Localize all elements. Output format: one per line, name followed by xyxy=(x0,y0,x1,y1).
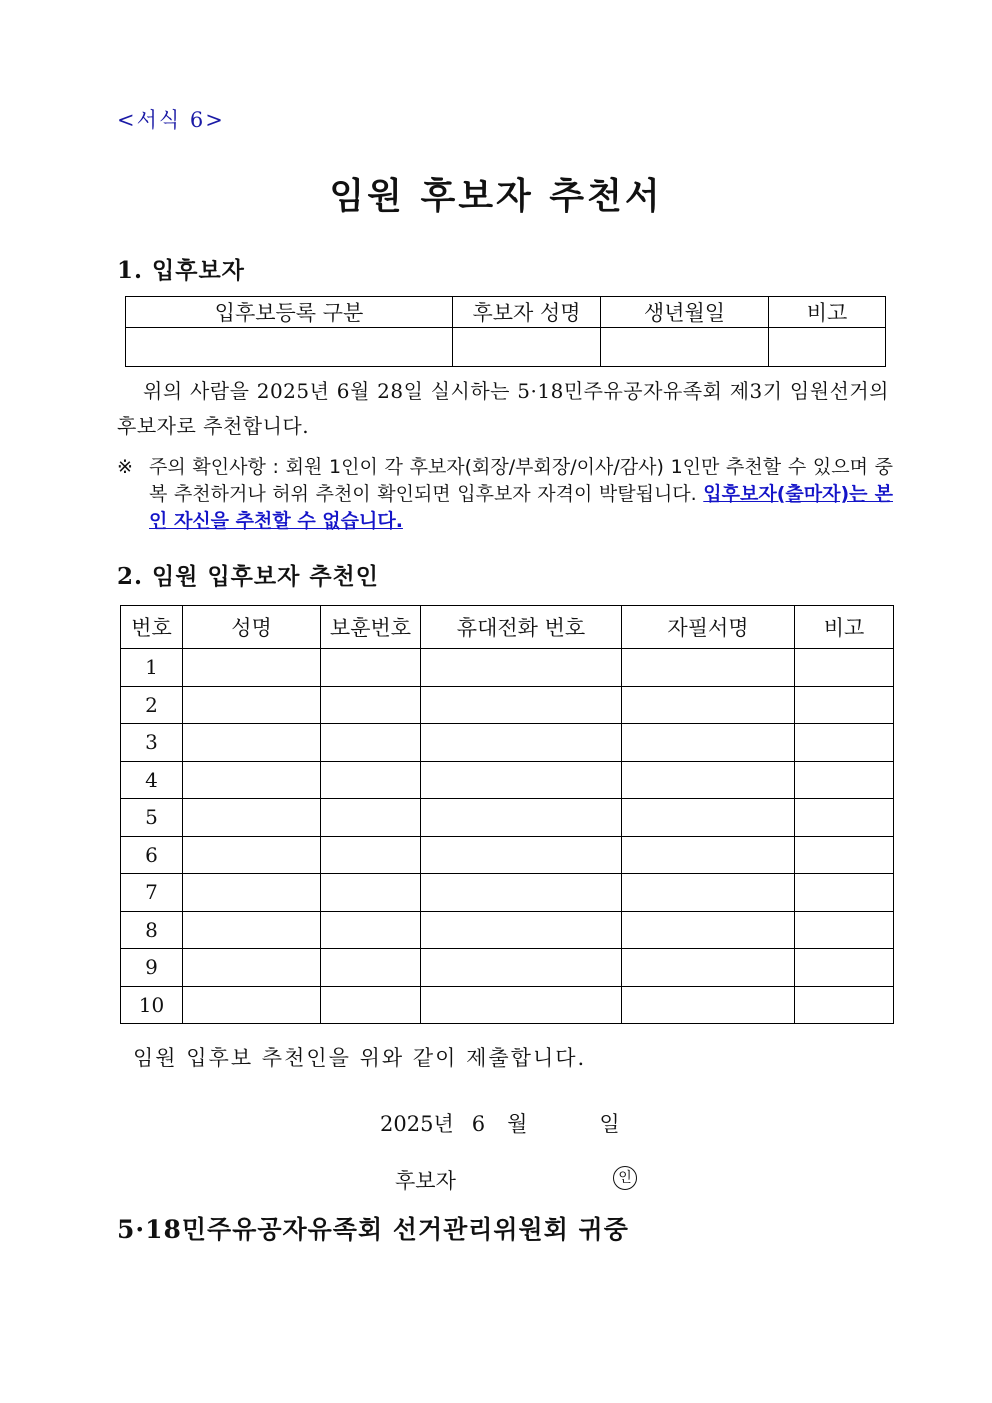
self-recommendation-warning: 입후보자(출마자)는 본인 자신을 추천할 수 없습니다. xyxy=(149,483,893,532)
section2-heading: 2. 임원 입후보자 추천인 xyxy=(117,563,379,590)
candidate-name-cell[interactable] xyxy=(453,328,601,367)
remarks-cell[interactable] xyxy=(795,799,894,837)
signature-cell[interactable] xyxy=(622,911,795,949)
name-cell[interactable] xyxy=(183,949,321,987)
mobile-phone-cell[interactable] xyxy=(421,836,622,874)
remarks-cell[interactable] xyxy=(769,328,886,367)
name-cell[interactable] xyxy=(183,686,321,724)
table-row xyxy=(121,686,894,724)
recommendation-statement: 위의 사람을 2025년 6월 28일 실시하는 5·18민주유공자유족회 제3기 임원선거의 후보자로 추천합니다. xyxy=(117,379,889,438)
candidate-entry-row xyxy=(126,328,886,367)
row-number: 9 xyxy=(121,949,183,987)
table-row xyxy=(121,874,894,912)
row-number: 5 xyxy=(121,799,183,837)
row-number: 6 xyxy=(121,836,183,874)
header-name: 성명 xyxy=(183,606,321,649)
row-number: 8 xyxy=(121,911,183,949)
name-cell[interactable] xyxy=(183,724,321,762)
table-row xyxy=(121,799,894,837)
caution-note-body xyxy=(149,454,893,535)
header-number: 번호 xyxy=(121,606,183,649)
table-row xyxy=(121,986,894,1024)
mobile-phone-cell[interactable] xyxy=(421,911,622,949)
signature-cell[interactable] xyxy=(622,986,795,1024)
submission-statement: 임원 입후보 추천인을 위와 같이 제출합니다. xyxy=(133,1046,587,1070)
candidate-signature-label: 후보자 xyxy=(395,1169,456,1193)
date-year: 2025년 xyxy=(380,1112,454,1136)
birth-date-cell[interactable] xyxy=(601,328,769,367)
mobile-phone-cell[interactable] xyxy=(421,986,622,1024)
registration-type-cell[interactable] xyxy=(126,328,453,367)
remarks-cell[interactable] xyxy=(795,986,894,1024)
seal-icon: 인 xyxy=(613,1166,637,1190)
signature-cell[interactable] xyxy=(622,686,795,724)
reference-mark-icon: ※ xyxy=(117,456,133,478)
addressee: 5·18민주유공자유족회 선거관리위원회 귀중 xyxy=(117,1215,629,1244)
name-cell[interactable] xyxy=(183,874,321,912)
signature-cell[interactable] xyxy=(622,799,795,837)
table-row xyxy=(121,836,894,874)
header-birth-date: 생년월일 xyxy=(601,297,769,328)
signature-cell[interactable] xyxy=(622,836,795,874)
name-cell[interactable] xyxy=(183,761,321,799)
veterans-number-cell[interactable] xyxy=(321,799,421,837)
header-remarks: 비고 xyxy=(769,297,886,328)
remarks-cell[interactable] xyxy=(795,761,894,799)
table-row xyxy=(121,911,894,949)
veterans-number-cell[interactable] xyxy=(321,761,421,799)
remarks-cell[interactable] xyxy=(795,724,894,762)
mobile-phone-cell[interactable] xyxy=(421,761,622,799)
remarks-cell[interactable] xyxy=(795,949,894,987)
name-cell[interactable] xyxy=(183,649,321,687)
veterans-number-cell[interactable] xyxy=(321,836,421,874)
table-row xyxy=(121,949,894,987)
remarks-cell[interactable] xyxy=(795,874,894,912)
date-day-unit: 일 xyxy=(599,1112,620,1136)
row-number: 2 xyxy=(121,686,183,724)
remarks-cell[interactable] xyxy=(795,649,894,687)
veterans-number-cell[interactable] xyxy=(321,686,421,724)
section1-heading: 1. 입후보자 xyxy=(117,257,245,284)
row-number: 7 xyxy=(121,874,183,912)
row-number: 1 xyxy=(121,649,183,687)
caution-note-text: 주의 확인사항 : 회원 1인이 각 후보자(회장/부회장/이사/감사) 1인만 추천할 수 있으며 중복 추천하거나 허위 추천이 확인되면 입후보자 자격이 박탈됩니다. xyxy=(149,456,893,505)
table-row xyxy=(121,761,894,799)
row-number: 4 xyxy=(121,761,183,799)
veterans-number-cell[interactable] xyxy=(321,724,421,762)
veterans-number-cell[interactable] xyxy=(321,949,421,987)
remarks-cell[interactable] xyxy=(795,836,894,874)
mobile-phone-cell[interactable] xyxy=(421,799,622,837)
candidate-table-header xyxy=(126,297,886,328)
recommender-table xyxy=(120,605,894,1024)
header-veterans-number: 보훈번호 xyxy=(321,606,421,649)
signature-cell[interactable] xyxy=(622,724,795,762)
name-cell[interactable] xyxy=(183,911,321,949)
header-remarks: 비고 xyxy=(795,606,894,649)
recommender-table-header xyxy=(121,606,894,649)
table-row xyxy=(121,724,894,762)
mobile-phone-cell[interactable] xyxy=(421,874,622,912)
table-row xyxy=(121,649,894,687)
veterans-number-cell[interactable] xyxy=(321,874,421,912)
signature-cell[interactable] xyxy=(622,874,795,912)
signature-cell[interactable] xyxy=(622,949,795,987)
header-mobile-phone: 휴대전화 번호 xyxy=(421,606,622,649)
veterans-number-cell[interactable] xyxy=(321,911,421,949)
form-number-label: <서식 6> xyxy=(117,108,225,132)
veterans-number-cell[interactable] xyxy=(321,649,421,687)
row-number: 3 xyxy=(121,724,183,762)
name-cell[interactable] xyxy=(183,799,321,837)
date-month: 6 xyxy=(471,1112,486,1136)
date-month-unit: 월 xyxy=(507,1112,528,1136)
mobile-phone-cell[interactable] xyxy=(421,649,622,687)
candidate-table xyxy=(125,296,886,367)
remarks-cell[interactable] xyxy=(795,686,894,724)
header-registration-type: 입후보등록 구분 xyxy=(126,297,453,328)
caution-note xyxy=(117,454,893,535)
name-cell[interactable] xyxy=(183,836,321,874)
header-signature: 자필서명 xyxy=(622,606,795,649)
mobile-phone-cell[interactable] xyxy=(421,686,622,724)
signature-cell[interactable] xyxy=(622,761,795,799)
name-cell[interactable] xyxy=(183,986,321,1024)
signature-cell[interactable] xyxy=(622,649,795,687)
row-number: 10 xyxy=(121,986,183,1024)
mobile-phone-cell[interactable] xyxy=(421,949,622,987)
mobile-phone-cell[interactable] xyxy=(421,724,622,762)
date-line xyxy=(380,1108,620,1138)
document-title: 임원 후보자 추천서 xyxy=(329,175,663,217)
remarks-cell[interactable] xyxy=(795,911,894,949)
veterans-number-cell[interactable] xyxy=(321,986,421,1024)
header-candidate-name: 후보자 성명 xyxy=(453,297,601,328)
